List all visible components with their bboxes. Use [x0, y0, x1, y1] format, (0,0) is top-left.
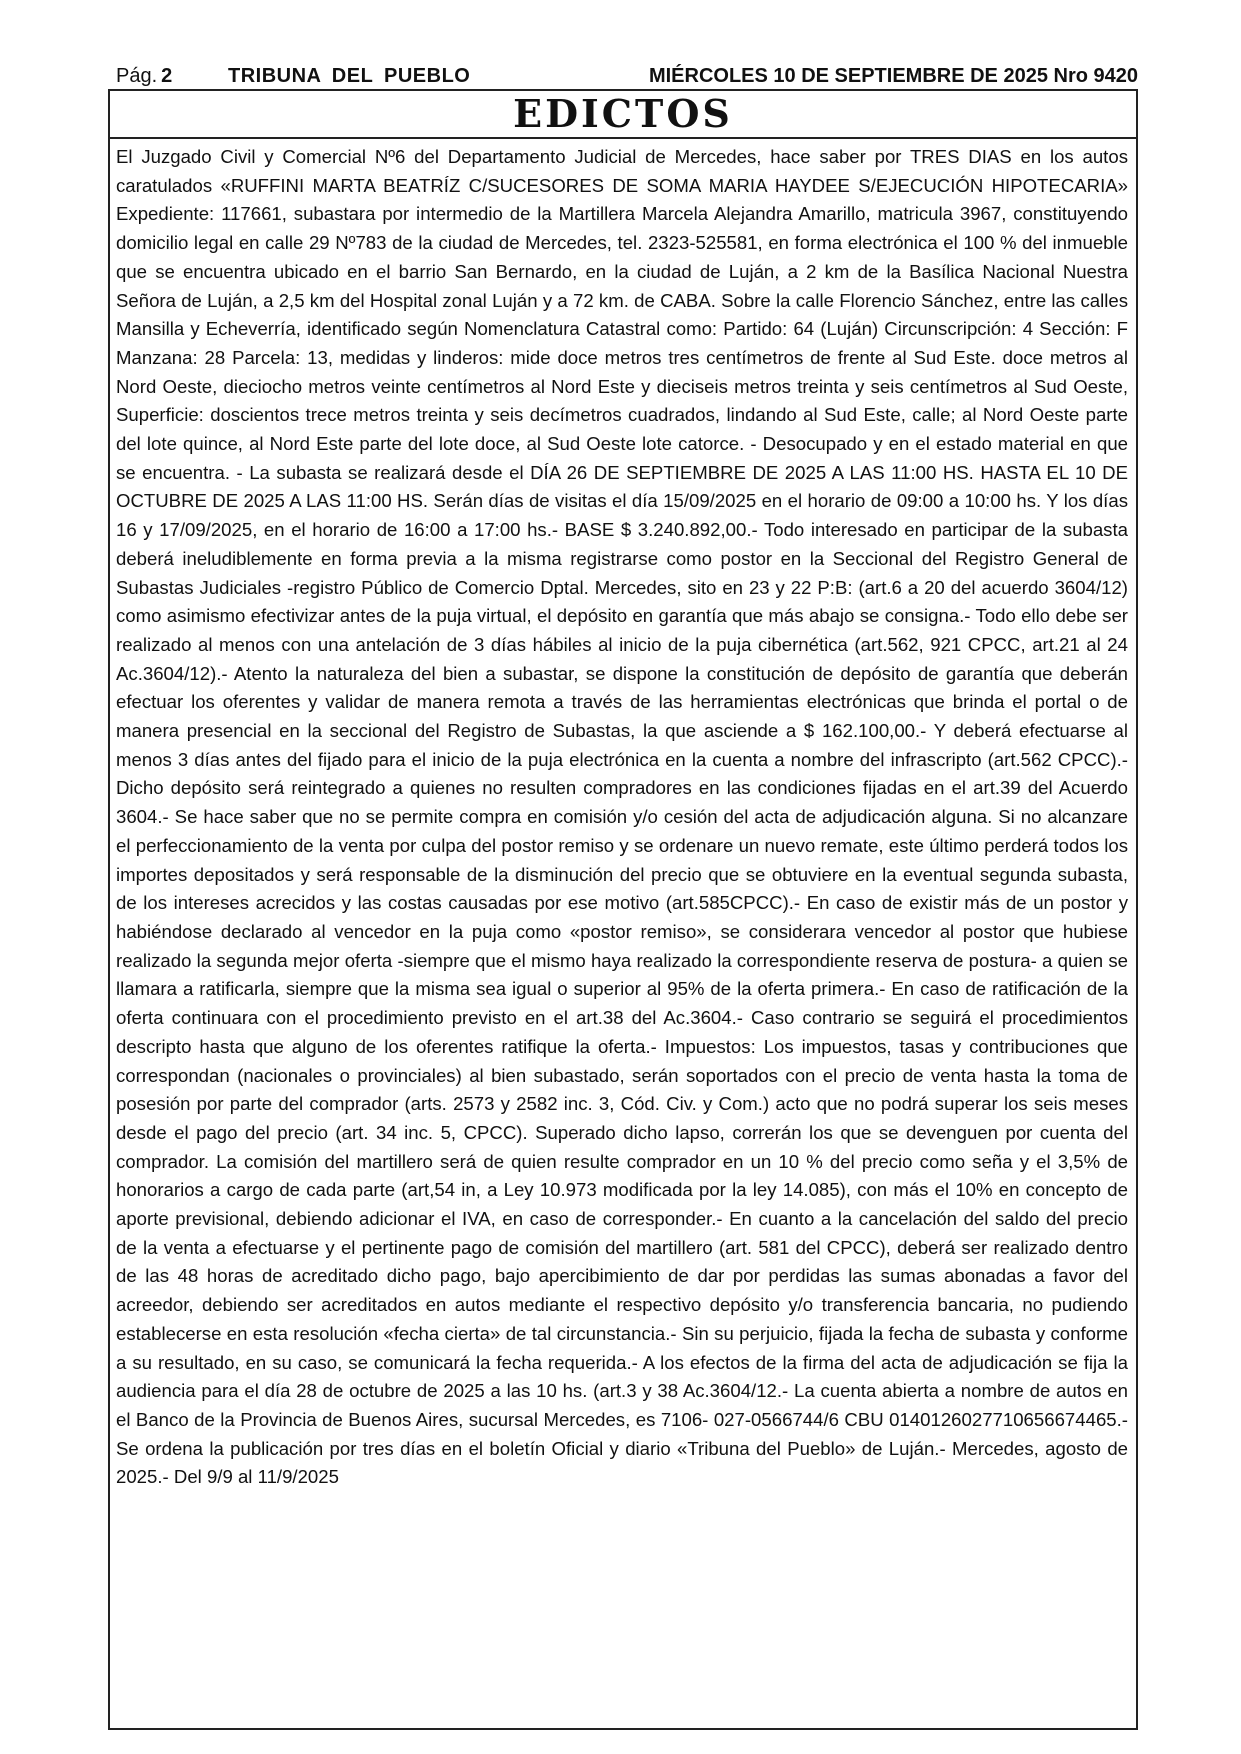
newspaper-name: TRIBUNA DEL PUEBLO [228, 65, 471, 87]
page-number: 2 [161, 65, 173, 87]
page-label-text: Pág. [116, 65, 158, 87]
edicts-frame [108, 89, 1138, 1730]
section-title: EDICTOS [513, 91, 733, 136]
page-header [108, 62, 1138, 90]
title-divider [110, 137, 1136, 139]
issue-date: MIÉRCOLES 10 DE SEPTIEMBRE DE 2025 Nro 9420 [648, 65, 1138, 87]
page-label [116, 62, 172, 90]
edict-text: El Juzgado Civil y Comercial Nº6 del Departamento Judicial de Mercedes, hace saber por TRES DIAS en los autos caratulados «RUFFINI MARTA BEATRÍZ C/SUCESORES DE SOMA MARIA HAYDEE S/EJECUCIÓN HIPOTECARIA» Expediente: 117661, subastara por intermedio de la Martillera Marcela Alejandra Amarillo, matricula 3967, constituyendo domicilio legal en calle 29 Nº783 de la ciudad de Mercedes, tel. 2323-525581, en forma electrónica el 100 % del inmueble que se encuentra ubicado en el barrio San Bernardo, en la ciudad de Luján, a 2 km de la Basílica Nacional Nuestra Señora de Luján, a 2,5 km del Hospital zonal Luján y a 72 km. de CABA. Sobre la calle Florencio Sánchez, entre las calles Mansilla y Echeverría, identificado según Nomenclatura Catastral como: Partido: 64 (Luján) Circunscripción: 4 Sección: F Manzana: 28 Parcela: 13, medidas y linderos: mide doce metros tres centímetros de frente al Sud Este. doce metros al Nord Oeste, dieciocho metros veinte centímetros al Nord Este y dieciseis metros treinta y seis centímetros al Sud Oeste, Superficie: doscientos trece metros treinta y seis decímetros cuadrados, lindando al Sud Este, calle; al Nord Oeste parte del lote quince, al Nord Este parte del lote doce, al Sud Oeste lote catorce. - Desocupado y en el estado material en que se encuentra. - La subasta se realizará desde el DÍA 26 DE SEPTIEMBRE DE 2025 A LAS 11:00 HS. HASTA EL 10 DE OCTUBRE DE 2025 A LAS 11:00 HS. Serán días de visitas el día 15/09/2025 en el horario de 09:00 a 10:00 hs. Y los días 16 y 17/09/2025, en el horario de 16:00 a 17:00 hs.- BASE $ 3.240.892,00.- Todo interesado en participar de la subasta deberá ineludiblemente en forma previa a la misma registrarse como postor en la Seccional del Registro General de Subastas Judiciales -registro Público de Comercio Dptal. Mercedes, sito en 23 y 22 P:B: (art.6 a 20 del acuerdo 3604/12) como asimismo efectivizar antes de la puja virtual, el depósito en garantía que más abajo se consigna.- Todo ello debe ser realizado al menos con una antelación de 3 días hábiles al inicio de la puja cibernética (art.562, 921 CPCC, art.21 al 24 Ac.3604/12).- Atento la naturaleza del bien a subastar, se dispone la constitución de depósito de garantía que deberán efectuar los oferentes y validar de manera remota a través de las herramientas electrónicas que brinda el portal o de manera presencial en la seccional del Registro de Subastas, la que asciende a $ 162.100,00.- Y deberá efectuarse al menos 3 días antes del fijado para el inicio de la puja electrónica en la cuenta a nombre del infrascripto (art.562 CPCC).- Dicho depósito será reintegrado a quienes no resulten compradores en las condiciones fijadas en el art.39 del Acuerdo 3604.- Se hace saber que no se permite compra en comisión y/o cesión del acta de adjudicación alguna. Si no alcanzare el perfeccionamiento de la venta por culpa del postor remiso y se ordenare un nuevo remate, este último perderá todos los importes depositados y será responsable de la disminución del precio que se obtuviere en la eventual segunda subasta, de los intereses acrecidos y las costas causadas por ese motivo (art.585CPCC).- En caso de existir más de un postor y habiéndose declarado al vencedor en la puja como «postor remiso», se considerara vencedor al postor que hubiese realizado la segunda mejor oferta -siempre que el mismo haya realizado la correspondiente reserva de postura- a quien se llamara a ratificarla, siempre que la misma sea igual o superior al 95% de la oferta primera.- En caso de ratificación de la oferta continuara con el procedimiento previsto en el art.38 del Ac.3604.- Caso contrario se seguirá el procedimientos descripto hasta que alguno de los oferentes ratifique la oferta.- Impuestos: Los impuestos, tasas y contribuciones que correspondan (nacionales o provinciales) al bien subastado, serán soportados con el precio de venta hasta la toma de posesión por parte del comprador (arts. 2573 y 2582 inc. 3, Cód. Civ. y Com.) acto que no podrá superar los seis meses desde el pago del precio (art. 34 inc. 5, CPCC). Superado dicho lapso, correrán los que se devenguen por cuenta del comprador. La comisión del martillero será de quien resulte comprador en un 10 % del precio como seña y el 3,5% de honorarios a cargo de cada parte (art,54 in, a Ley 10.973 modificada por la ley 14.085), con más el 10% en concepto de aporte previsional, debiendo adicionar el IVA, en caso de corresponder.- En cuanto a la cancelación del saldo del precio de la venta a efectuarse y el pertinente pago de comisión del martillero (art. 581 del CPCC), deberá ser realizado dentro de las 48 horas de acreditado dicho pago, bajo apercibimiento de dar por perdidas las sumas abonadas a favor del acreedor, debiendo ser acreditados en autos mediante el respectivo depósito y/o transferencia bancaria, no pudiendo establecerse en esta resolución «fecha cierta» de tal circunstancia.- Sin su perjuicio, fijada la fecha de subasta y conforme a su resultado, en su caso, se comunicará la fecha requerida.- A los efectos de la firma del acta de adjudicación se fija la audiencia para el día 28 de octubre de 2025 a las 10 hs. (art.3 y 38 Ac.3604/12.- La cuenta abierta a nombre de autos en el Banco de la Provincia de Buenos Aires, sucursal Mercedes, es 7106- 027-0566744/6 CBU 0140126027710656674465.- Se ordena la publicación por tres días en el boletín Oficial y diario «Tribuna del Pueblo» de Luján.- Mercedes, agosto de 2025.- Del 9/9 al 11/9/2025 [116, 146, 1128, 1488]
